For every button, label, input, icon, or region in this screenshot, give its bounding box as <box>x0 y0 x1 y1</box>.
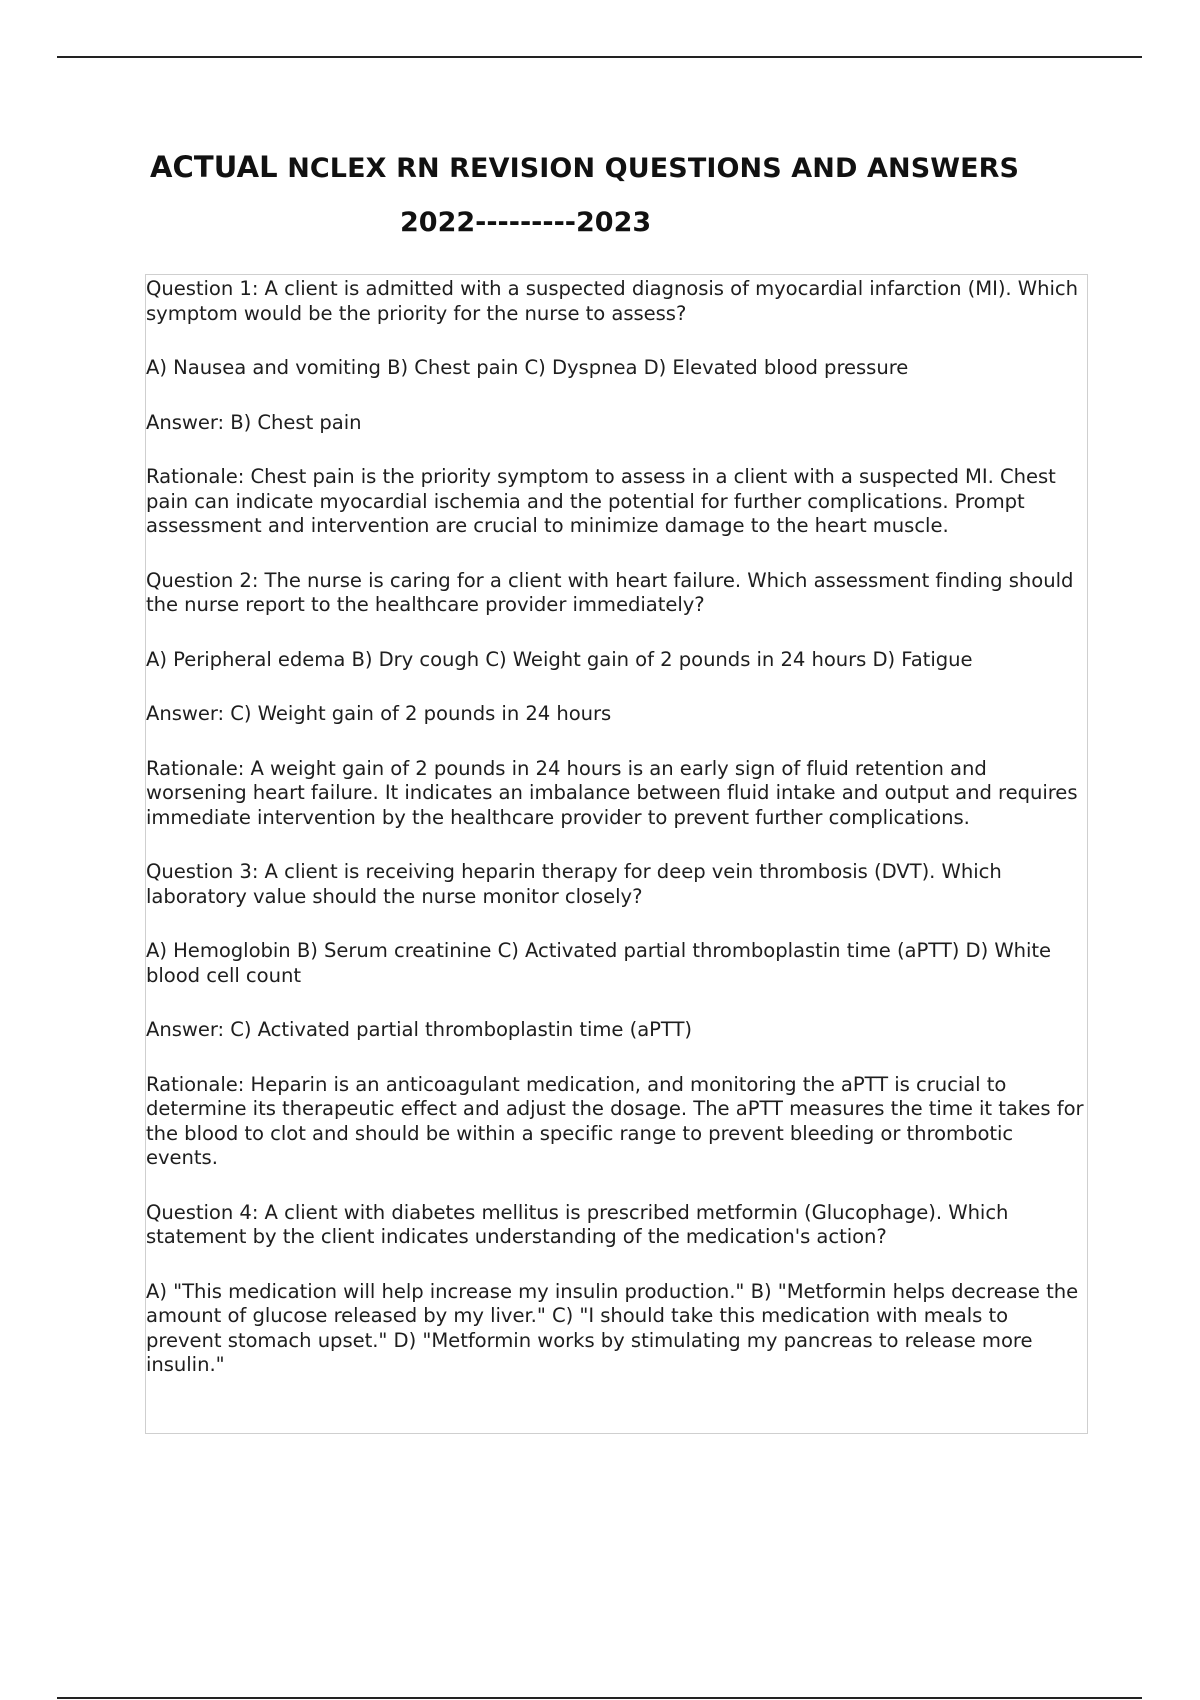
bottom-divider <box>57 1697 1142 1699</box>
document-title <box>150 150 1019 184</box>
top-divider <box>57 56 1142 58</box>
question-1-text: Question 1: A client is admitted with a suspected diagnosis of myocardial infarction (MI). Which symptom would be the priority for the nurse to assess? <box>146 277 1078 325</box>
question-3-options: A) Hemoglobin B) Serum creatinine C) Activated partial thromboplastin time (aPTT) D) White blood cell count <box>146 939 1052 987</box>
question-3-answer: Answer: C) Activated partial thromboplastin time (aPTT) <box>146 1018 693 1041</box>
question-4-text: Question 4: A client with diabetes mellitus is prescribed metformin (Glucophage). Which statement by the client indicates understanding of the medication's action? <box>146 1200 1009 1248</box>
title-first-word: ACTUAL <box>150 150 278 184</box>
document-subtitle: 2022---------2023 <box>400 207 652 238</box>
question-3-text: Question 3: A client is receiving heparin therapy for deep vein thrombosis (DVT). Which laboratory value should the nurse monitor closely? <box>146 860 1002 908</box>
question-3-rationale: Rationale: Heparin is an anticoagulant medication, and monitoring the aPTT is crucial to determine its therapeutic effect and adjust the dosage. The aPTT measures the time it takes for the blood to clot and should be within a specific range to prevent bleeding or thrombotic events. <box>146 1072 1084 1169</box>
question-4-options: A) "This medication will help increase my insulin production." B) "Metformin helps decrease the amount of glucose released by my liver." C) "I should take this medication with meals to prevent stomach upset." D) "Metformin works by stimulating my pancreas to release more insulin." <box>146 1279 1079 1376</box>
question-1-options: A) Nausea and vomiting B) Chest pain C) Dyspnea D) Elevated blood pressure <box>146 356 909 379</box>
question-2-options: A) Peripheral edema B) Dry cough C) Weight gain of 2 pounds in 24 hours D) Fatigue <box>146 647 973 671</box>
title-rest: NCLEX RN REVISION QUESTIONS AND ANSWERS <box>287 153 1020 184</box>
question-2-answer: Answer: C) Weight gain of 2 pounds in 24 hours <box>146 702 612 725</box>
question-1-answer: Answer: B) Chest pain <box>146 410 362 434</box>
question-1-rationale: Rationale: Chest pain is the priority symptom to assess in a client with a suspected MI. Chest pain can indicate myocardial ischemia and the potential for further complications. Prompt assessment and intervention are crucial to minimize damage to the heart muscle. <box>146 465 1056 537</box>
question-2-rationale: Rationale: A weight gain of 2 pounds in 24 hours is an early sign of fluid retention and worsening heart failure. It indicates an imbalance between fluid intake and output and requires immediate intervention by the healthcare provider to prevent further complications. <box>146 756 1078 829</box>
content-box <box>145 274 1088 1434</box>
question-2-text: Question 2: The nurse is caring for a client with heart failure. Which assessment finding should the nurse report to the healthcare provider immediately? <box>146 568 1074 616</box>
